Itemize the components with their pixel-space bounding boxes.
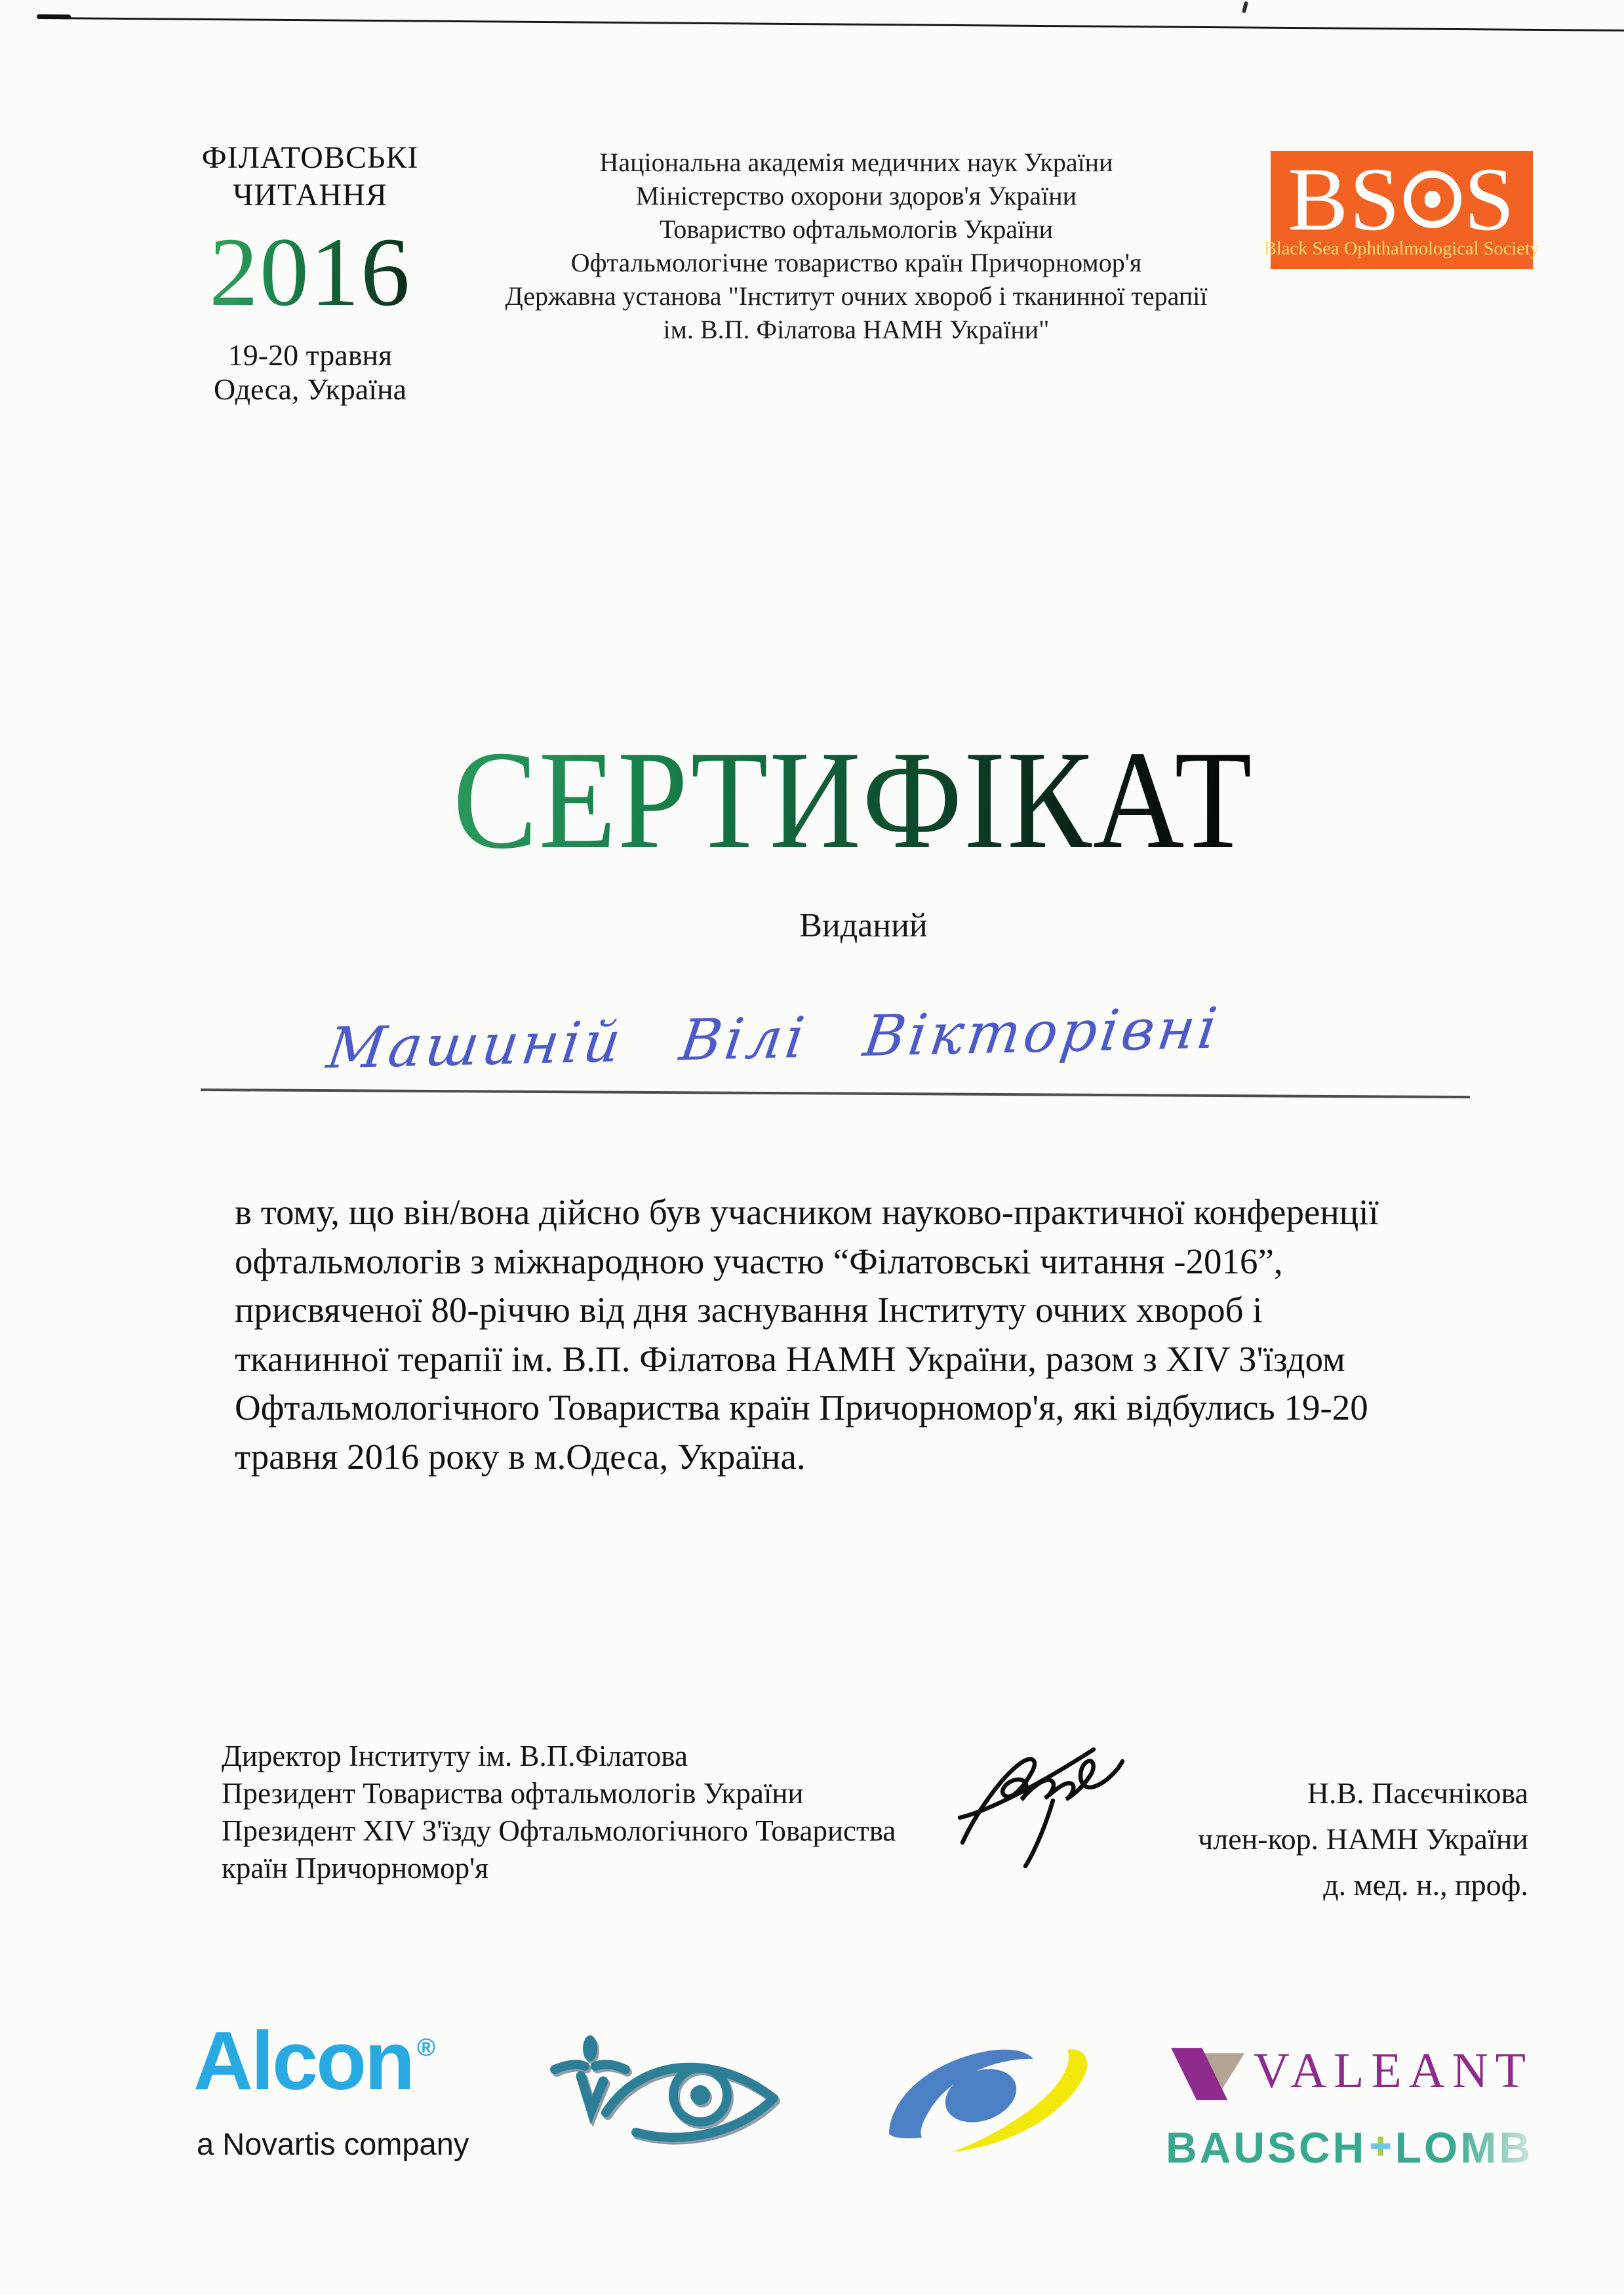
body-line: Офтальмологічного Товариства країн Причорномор'я, які відбулись 19-20 bbox=[235, 1387, 1368, 1427]
organizations-header bbox=[424, 146, 1289, 346]
bausch-word: BAUSCH bbox=[1166, 2123, 1367, 2172]
signatory-rank: д. мед. н., проф. bbox=[1323, 1868, 1528, 1902]
lomb-word: LOMB bbox=[1395, 2123, 1533, 2172]
certificate-body bbox=[235, 1188, 1500, 1481]
bsos-logo bbox=[1263, 149, 1540, 269]
event-year: 2016 bbox=[182, 223, 438, 321]
signatory-title-line: Президент XIV З'їзду Офтальмологічного Товариства bbox=[222, 1814, 896, 1847]
signatory-name: Н.В. Пасєчнікова bbox=[1307, 1776, 1528, 1810]
recipient-handwritten-name: Машиній Вілі Вікторівні bbox=[323, 995, 1224, 1082]
valeant-bausch-lomb-logo bbox=[1166, 2038, 1533, 2172]
issued-label: Виданий bbox=[799, 907, 928, 944]
signatory-degree: член-кор. НАМН України bbox=[1198, 1822, 1528, 1856]
eye-pupil-icon bbox=[1425, 191, 1440, 208]
valeant-v-icon bbox=[1166, 2038, 1246, 2110]
org-line: Товариство офтальмологів України bbox=[659, 214, 1054, 244]
valeant-row bbox=[1166, 2038, 1533, 2110]
bsos-letters-s: S bbox=[1464, 149, 1516, 249]
org-line: Національна академія медичних наук України bbox=[599, 148, 1113, 177]
body-line: офтальмологів з міжнародною участю “Філатовські читання -2016”, bbox=[235, 1241, 1283, 1281]
event-badge bbox=[182, 139, 438, 407]
recipient-name-line bbox=[201, 1088, 1470, 1098]
body-line: тканинної терапії ім. В.П. Філатова НАМН України, разом з XIV З'їздом bbox=[235, 1338, 1345, 1379]
eye-icon bbox=[1404, 170, 1461, 228]
signatory-title-line: країн Причорномор'я bbox=[222, 1852, 488, 1885]
blue-yellow-eye-swoosh-logo bbox=[877, 2034, 1094, 2155]
body-line: травня 2016 року в м.Одеса, Україна. bbox=[235, 1436, 806, 1477]
event-location: Одеса, Україна bbox=[213, 372, 407, 406]
signatory-name-block bbox=[1069, 1770, 1528, 1908]
event-name-line2: ЧИТАННЯ bbox=[233, 178, 387, 212]
event-dates: 19-20 травня bbox=[228, 338, 393, 372]
org-line: Міністерство охорони здоров'я України bbox=[635, 181, 1077, 210]
signatory-title-line: Президент Товариства офтальмологів України bbox=[222, 1777, 804, 1810]
body-line: присвяченої 80-річчю від дня заснування Інституту очних хвороб і bbox=[235, 1290, 1263, 1330]
scan-edge-line bbox=[38, 17, 1624, 31]
signatory-title-line: Директор Інституту ім. В.П.Філатова bbox=[222, 1740, 688, 1772]
alcon-tagline: a Novartis company bbox=[197, 2126, 469, 2161]
registered-trademark-icon: ® bbox=[417, 2034, 436, 2062]
bsos-subtitle: Black Sea Ophthalmological Society bbox=[1263, 239, 1540, 259]
bausch-lomb-wordmark bbox=[1166, 2123, 1533, 2172]
certificate-title: СЕРТИФІКАТ bbox=[440, 729, 1266, 870]
org-line: Офтальмологічне товариство країн Причорномор'я bbox=[570, 248, 1142, 277]
bsos-wordmark bbox=[1288, 149, 1516, 249]
event-name-line1: ФІЛАТОВСЬКІ bbox=[201, 140, 419, 175]
plus-icon bbox=[1370, 2128, 1391, 2165]
valeant-wordmark: VALEANT bbox=[1253, 2043, 1533, 2098]
alcon-logo bbox=[193, 2012, 436, 2107]
alcon-wordmark: Alcon bbox=[193, 2014, 414, 2107]
filatov-institute-eye-logo bbox=[543, 2031, 789, 2143]
body-line: в тому, що він/вона дійсно був учасником науково-практичної конференції bbox=[235, 1192, 1379, 1232]
scan-artifact-tick bbox=[1242, 1, 1248, 14]
bsos-letters-bs: BS bbox=[1288, 149, 1402, 249]
signatory-titles bbox=[222, 1738, 976, 1887]
org-line: ім. В.П. Філатова НАМН України" bbox=[663, 315, 1050, 344]
scan-edge-blob bbox=[37, 14, 71, 20]
org-line: Державна установа "Інститут очних хвороб і тканинної терапії bbox=[505, 281, 1208, 311]
